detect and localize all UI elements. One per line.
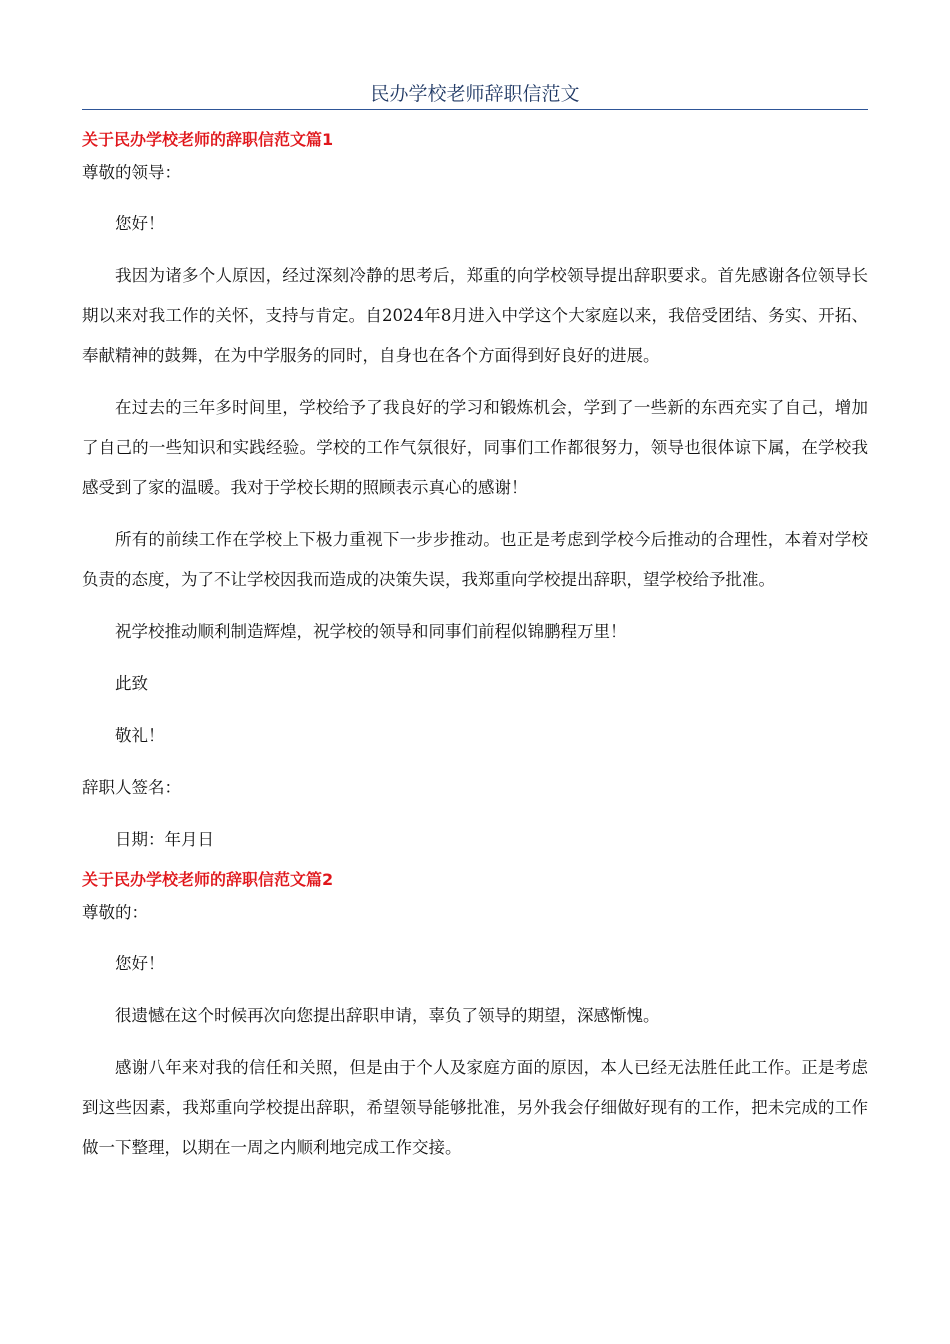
body-paragraph: 所有的前续工作在学校上下极力重视下一步步推动。也正是考虑到学校今后推动的合理性，本着对学校负责的态度，为了不让学校因我而造成的决策失误，我郑重向学校提出辞职，望学校给予批准。: [82, 530, 868, 589]
date-line: 日期：年月日: [115, 830, 214, 849]
body-paragraph: 很遗憾在这个时候再次向您提出辞职申请，辜负了领导的期望，深感惭愧。: [115, 1006, 660, 1025]
title-underline: [82, 109, 868, 110]
salutation: 尊敬的领导：: [82, 163, 181, 182]
letter-section-1: [82, 126, 868, 860]
body-paragraph: 感谢八年来对我的信任和关照，但是由于个人及家庭方面的原因，本人已经无法胜任此工作。正是考虑到这些因素，我郑重向学校提出辞职，希望领导能够批准，另外我会仔细做好现有的工作，把未完成的工作做一下整理，以期在一周之内顺利地完成工作交接。: [82, 1058, 868, 1157]
closing-line: 此致: [115, 674, 148, 693]
salutation: 尊敬的：: [82, 903, 148, 922]
section-heading-1: 关于民办学校老师的辞职信范文篇1: [82, 130, 334, 149]
closing-salute: 敬礼！: [115, 726, 165, 745]
signature-line: 辞职人签名：: [82, 778, 181, 797]
letter-section-2: [82, 866, 868, 1168]
greeting: 您好！: [115, 954, 165, 973]
body-paragraph: 祝学校推动顺利制造辉煌，祝学校的领导和同事们前程似锦鹏程万里！: [115, 622, 627, 641]
body-paragraph: 我因为诸多个人原因，经过深刻冷静的思考后，郑重的向学校领导提出辞职要求。首先感谢各位领导长期以来对我工作的关怀，支持与肯定。自2024年8月进入中学这个大家庭以来，我倍受团结、务实、开拓、奉献精神的鼓舞，在为中学服务的同时，自身也在各个方面得到好良好的进展。: [82, 266, 868, 365]
body-paragraph: 在过去的三年多时间里，学校给予了我良好的学习和锻炼机会，学到了一些新的东西充实了自己，增加了自己的一些知识和实践经验。学校的工作气氛很好，同事们工作都很努力，领导也很体谅下属，在学校我感受到了家的温暖。我对于学校长期的照顾表示真心的感谢！: [82, 398, 868, 497]
section-heading-2: 关于民办学校老师的辞职信范文篇2: [82, 870, 334, 889]
document-body: [82, 126, 868, 1168]
document-title: 民办学校老师辞职信范文: [370, 83, 580, 105]
greeting: 您好！: [115, 214, 165, 233]
